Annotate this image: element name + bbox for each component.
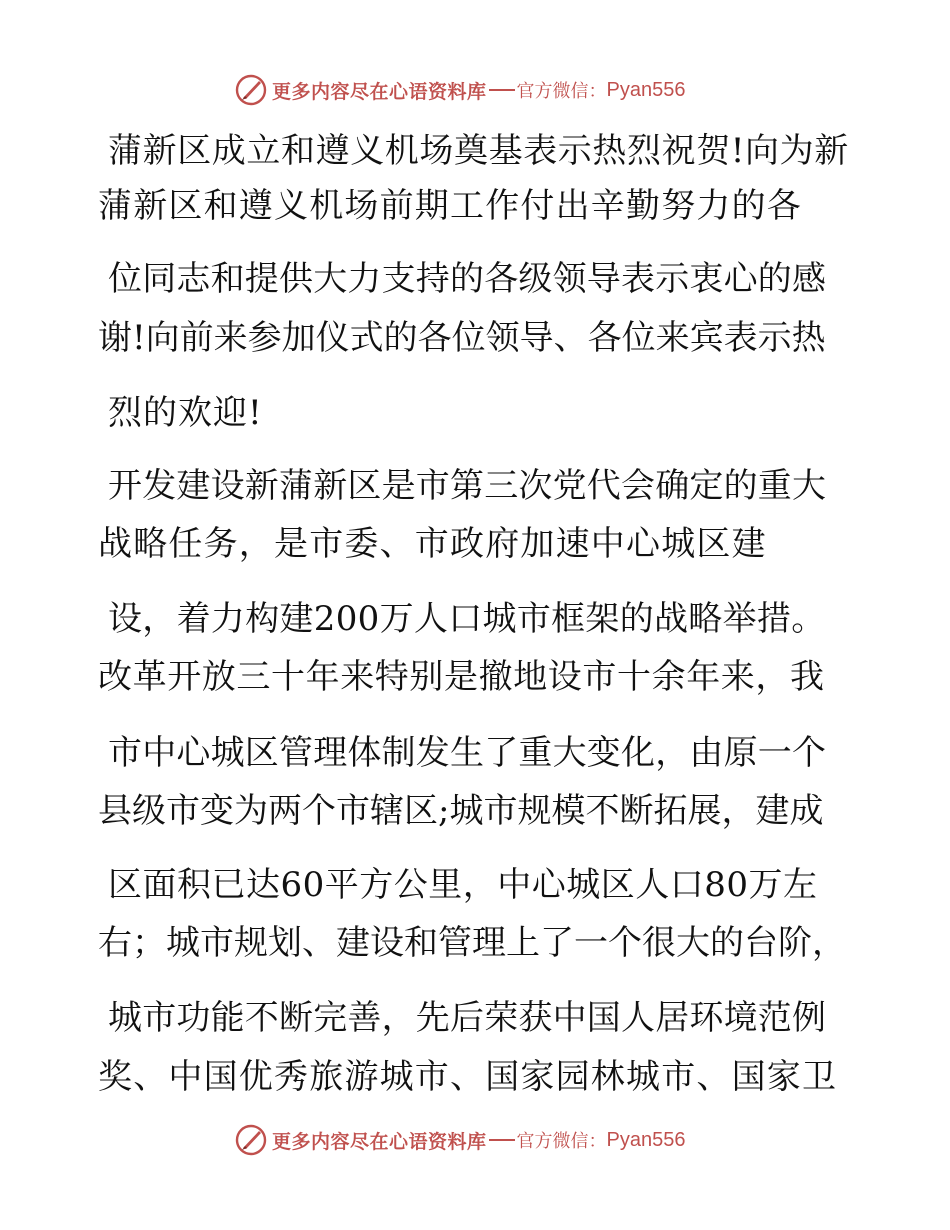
text-line: 战略任务，是市委、市政府加速中心城区建 bbox=[98, 524, 767, 564]
text-line: 县级市变为两个市辖区;城市规模不断拓展，建成 bbox=[98, 791, 824, 831]
text-line: 蒲新区和遵义机场前期工作付出辛勤努力的各 bbox=[98, 186, 802, 226]
text-line: 区面积已达60平方公里，中心城区人口80万左 bbox=[108, 865, 818, 905]
text-line: 位同志和提供大力支持的各级领导表示衷心的感 bbox=[108, 259, 827, 299]
banner-slogan: 更多内容尽在心语资料库 bbox=[272, 80, 487, 103]
text-line: 奖、中国优秀旅游城市、国家园林城市、国家卫 bbox=[98, 1057, 838, 1097]
banner-wechat-id: Pyan556 bbox=[606, 1128, 686, 1151]
quill-pen-logo-icon bbox=[234, 73, 268, 107]
text-line: 改革开放三十年来特别是撤地设市十余年来，我 bbox=[98, 657, 825, 697]
text-line: 蒲新区成立和遵义机场奠基表示热烈祝贺!向为新 bbox=[108, 131, 849, 171]
text-line: 市中心城区管理体制发生了重大变化，由原一个 bbox=[108, 733, 827, 773]
quill-pen-logo-icon bbox=[234, 1123, 268, 1157]
footer-banner bbox=[234, 1122, 685, 1158]
text-line: 设，着力构建200万人口城市框架的战略举措。 bbox=[108, 599, 826, 639]
text-line: 开发建设新蒲新区是市第三次党代会确定的重大 bbox=[108, 466, 827, 506]
text-line: 烈的欢迎! bbox=[108, 393, 263, 433]
banner-official-label: 官方微信： bbox=[516, 81, 607, 102]
banner-slogan: 更多内容尽在心语资料库 bbox=[272, 1130, 487, 1153]
text-line: 谢!向前来参加仪式的各位领导、各位来宾表示热 bbox=[98, 318, 826, 358]
text-line: 城市功能不断完善，先后荣获中国人居环境范例 bbox=[108, 998, 827, 1038]
header-banner bbox=[234, 72, 685, 108]
banner-divider bbox=[489, 1139, 515, 1141]
text-line: 右；城市规划、建设和管理上了一个很大的台阶， bbox=[98, 923, 846, 963]
banner-divider bbox=[489, 89, 515, 91]
banner-official-label: 官方微信： bbox=[516, 1131, 607, 1152]
banner-wechat-id: Pyan556 bbox=[606, 78, 686, 101]
